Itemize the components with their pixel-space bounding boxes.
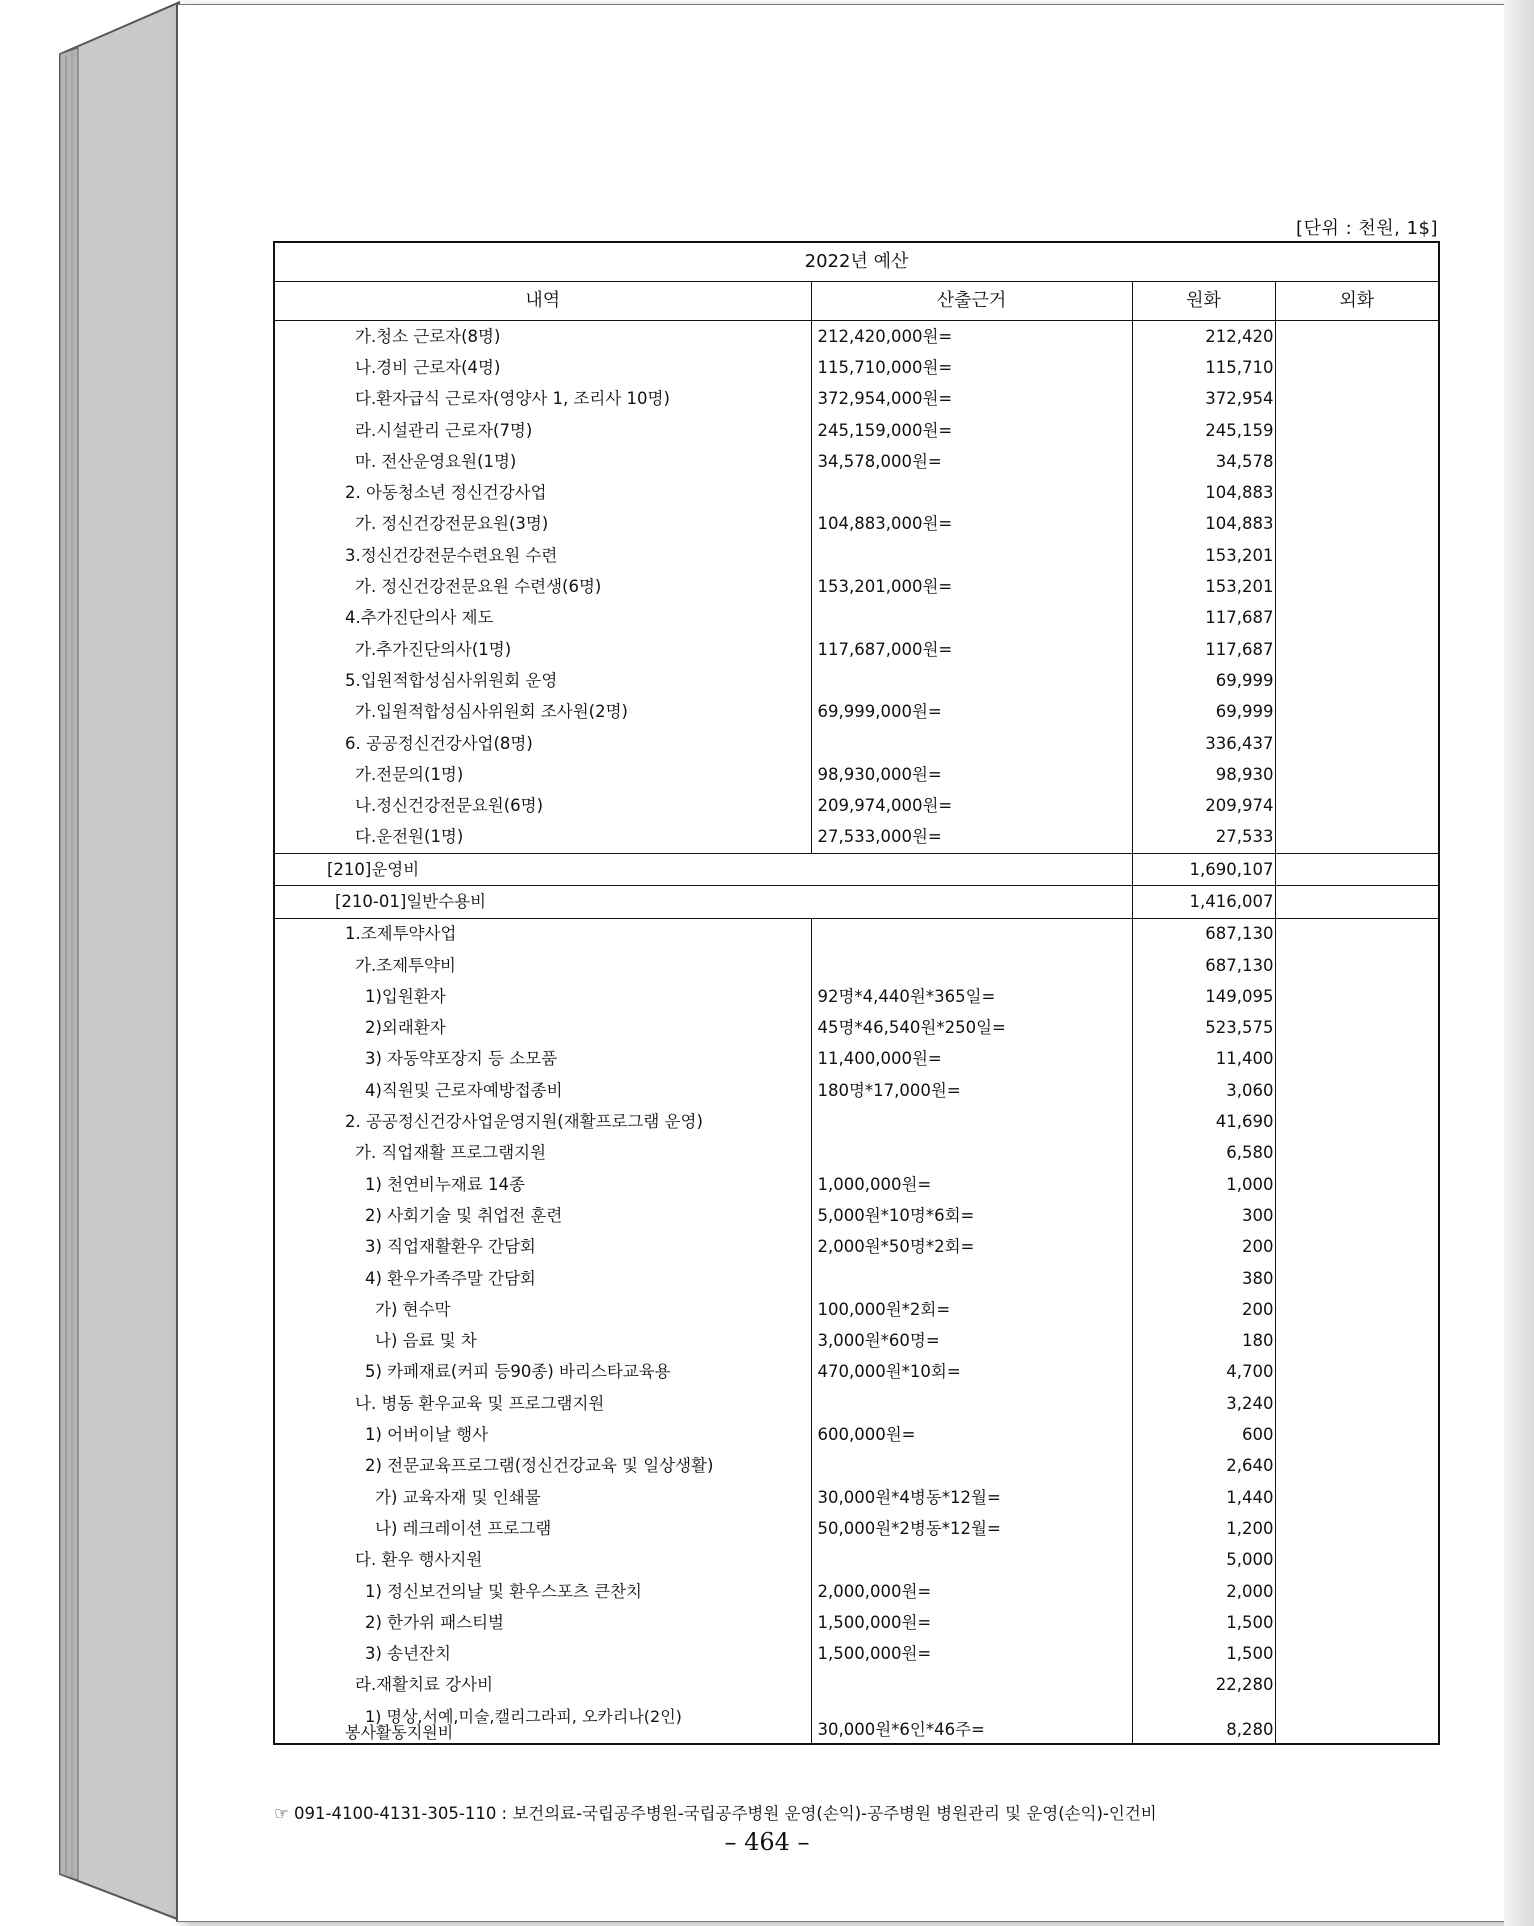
row-desc: 4) 환우가족주말 간담회: [274, 1263, 811, 1294]
row-fx: [1275, 352, 1439, 383]
page-number: – 464 –: [724, 1828, 810, 1856]
row-fx: [1275, 1670, 1439, 1701]
row-desc: 가.청소 근로자(8명): [274, 321, 811, 353]
table-row: [274, 1294, 1439, 1325]
row-basis: 245,159,000원=: [811, 415, 1132, 446]
row-desc: 가. 직업재활 프로그램지원: [274, 1138, 811, 1169]
row-fx: [1275, 477, 1439, 508]
row-basis: 180명*17,000원=: [811, 1075, 1132, 1106]
row-desc: 5.입원적합성심사위원회 운영: [274, 665, 811, 696]
table-row: [274, 1701, 1439, 1744]
row-fx: [1275, 384, 1439, 415]
row-desc: [274, 1701, 811, 1744]
row-desc: 4.추가진단의사 제도: [274, 603, 811, 634]
table-row: [274, 477, 1439, 508]
row-desc: [210]운영비: [274, 854, 1132, 886]
row-won: 115,710: [1132, 352, 1275, 383]
row-basis: 1,000,000원=: [811, 1169, 1132, 1200]
row-desc: 가. 정신건강전문요원 수련생(6명): [274, 571, 811, 602]
row-basis: [811, 1106, 1132, 1137]
row-won: 1,690,107: [1132, 854, 1275, 886]
row-fx: [1275, 1294, 1439, 1325]
row-won: 4,700: [1132, 1357, 1275, 1388]
row-desc-line2: 봉사활동지원비: [345, 1723, 454, 1743]
row-desc: 2) 전문교육프로그램(정신건강교육 및 일상생활): [274, 1451, 811, 1482]
row-won: 1,000: [1132, 1169, 1275, 1200]
row-fx: [1275, 603, 1439, 634]
row-fx: [1275, 1263, 1439, 1294]
table-row: [274, 446, 1439, 477]
row-basis: 27,533,000원=: [811, 822, 1132, 854]
row-won: 600: [1132, 1419, 1275, 1450]
row-fx: [1275, 697, 1439, 728]
row-basis: [811, 477, 1132, 508]
table-row: [274, 1607, 1439, 1638]
table-row: [274, 1576, 1439, 1607]
row-basis: 3,000원*60명=: [811, 1326, 1132, 1357]
row-won: 687,130: [1132, 950, 1275, 981]
table-row: [274, 1482, 1439, 1513]
row-won: 117,687: [1132, 603, 1275, 634]
row-fx: [1275, 1044, 1439, 1075]
row-desc: 마. 전산운영요원(1명): [274, 446, 811, 477]
row-fx: [1275, 1607, 1439, 1638]
row-desc: 4)직원및 근로자예방접종비: [274, 1075, 811, 1106]
row-won: 104,883: [1132, 477, 1275, 508]
row-won: 372,954: [1132, 384, 1275, 415]
table-row: [274, 1670, 1439, 1701]
row-desc: 나.경비 근로자(4명): [274, 352, 811, 383]
binder-spine: [0, 0, 180, 1926]
row-desc: 3) 송년잔치: [274, 1638, 811, 1669]
row-fx: [1275, 1545, 1439, 1576]
table-row: [274, 1326, 1439, 1357]
table-row: [274, 854, 1439, 886]
row-desc: 1) 천연비누재료 14종: [274, 1169, 811, 1200]
row-fx: [1275, 1326, 1439, 1357]
table-row: [274, 1419, 1439, 1450]
row-desc: 가.추가진단의사(1명): [274, 634, 811, 665]
row-basis: [811, 1138, 1132, 1169]
row-fx: [1275, 1638, 1439, 1669]
row-won: 3,060: [1132, 1075, 1275, 1106]
row-basis: [811, 728, 1132, 759]
row-won: 104,883: [1132, 509, 1275, 540]
page-edge-shadow: [1504, 0, 1534, 1926]
table-row: [274, 790, 1439, 821]
row-basis: 1,500,000원=: [811, 1607, 1132, 1638]
row-basis: 115,710,000원=: [811, 352, 1132, 383]
row-desc: 가.조제투약비: [274, 950, 811, 981]
row-fx: [1275, 1451, 1439, 1482]
row-fx: [1275, 1482, 1439, 1513]
row-fx: [1275, 415, 1439, 446]
row-desc: 다.운전원(1명): [274, 822, 811, 854]
row-desc: 1.조제투약사업: [274, 918, 811, 950]
row-fx: [1275, 918, 1439, 950]
budget-table-wrap: [273, 241, 1438, 1745]
budget-table: [273, 241, 1440, 1745]
row-basis: 372,954,000원=: [811, 384, 1132, 415]
row-fx: [1275, 634, 1439, 665]
row-basis: [811, 1670, 1132, 1701]
row-won: 380: [1132, 1263, 1275, 1294]
table-row: [274, 886, 1439, 918]
row-won: 34,578: [1132, 446, 1275, 477]
row-desc: 1) 정신보건의날 및 환우스포츠 큰찬치: [274, 1576, 811, 1607]
row-basis: 100,000원*2회=: [811, 1294, 1132, 1325]
row-basis: [811, 603, 1132, 634]
table-row: [274, 665, 1439, 696]
row-fx: [1275, 950, 1439, 981]
row-desc: 나.정신건강전문요원(6명): [274, 790, 811, 821]
row-basis: 11,400,000원=: [811, 1044, 1132, 1075]
row-won: 2,640: [1132, 1451, 1275, 1482]
table-row: [274, 1232, 1439, 1263]
header-fx: 외화: [1275, 282, 1439, 321]
row-desc: 다.환자급식 근로자(영양사 1, 조리사 10명): [274, 384, 811, 415]
row-won: 209,974: [1132, 790, 1275, 821]
row-basis: 30,000원*6인*46주=: [811, 1701, 1132, 1744]
row-desc: 가) 현수막: [274, 1294, 811, 1325]
row-won: 149,095: [1132, 981, 1275, 1012]
row-desc: 라.시설관리 근로자(7명): [274, 415, 811, 446]
row-fx: [1275, 759, 1439, 790]
row-fx: [1275, 1513, 1439, 1544]
row-won: 11,400: [1132, 1044, 1275, 1075]
table-row: [274, 384, 1439, 415]
row-won: 1,200: [1132, 1513, 1275, 1544]
table-row: [274, 1138, 1439, 1169]
row-won: 200: [1132, 1294, 1275, 1325]
table-row: [274, 1169, 1439, 1200]
row-basis: 92명*4,440원*365일=: [811, 981, 1132, 1012]
row-won: 1,416,007: [1132, 886, 1275, 918]
row-fx: [1275, 540, 1439, 571]
row-basis: [811, 950, 1132, 981]
row-basis: 104,883,000원=: [811, 509, 1132, 540]
table-title-row: [274, 242, 1439, 282]
row-fx: [1275, 1200, 1439, 1231]
table-title: 2022년 예산: [274, 242, 1439, 282]
row-desc: 2) 사회기술 및 취업전 훈련: [274, 1200, 811, 1231]
table-row: [274, 571, 1439, 602]
row-desc: 3.정신건강전문수련요원 수련: [274, 540, 811, 571]
row-basis: 600,000원=: [811, 1419, 1132, 1450]
row-won: 98,930: [1132, 759, 1275, 790]
row-fx: [1275, 446, 1439, 477]
row-won: 1,440: [1132, 1482, 1275, 1513]
row-desc: 나. 병동 환우교육 및 프로그램지원: [274, 1388, 811, 1419]
row-basis: [811, 1388, 1132, 1419]
row-desc: 6. 공공정신건강사업(8명): [274, 728, 811, 759]
table-row: [274, 1263, 1439, 1294]
header-basis: 산출근거: [811, 282, 1132, 321]
row-desc: 5) 카페재료(커피 등90종) 바리스타교육용: [274, 1357, 811, 1388]
table-row: [274, 1638, 1439, 1669]
row-basis: 34,578,000원=: [811, 446, 1132, 477]
row-fx: [1275, 1013, 1439, 1044]
row-basis: [811, 1451, 1132, 1482]
table-row: [274, 1451, 1439, 1482]
row-fx: [1275, 790, 1439, 821]
row-desc: 가. 정신건강전문요원(3명): [274, 509, 811, 540]
row-fx: [1275, 1576, 1439, 1607]
row-won: 523,575: [1132, 1013, 1275, 1044]
row-won: 2,000: [1132, 1576, 1275, 1607]
row-basis: 1,500,000원=: [811, 1638, 1132, 1669]
row-fx: [1275, 886, 1439, 918]
row-desc: 2) 한가위 패스티벌: [274, 1607, 811, 1638]
row-desc: 나) 음료 및 차: [274, 1326, 811, 1357]
row-basis: [811, 665, 1132, 696]
row-won: 117,687: [1132, 634, 1275, 665]
table-row: [274, 1545, 1439, 1576]
table-row: [274, 1013, 1439, 1044]
row-fx: [1275, 1075, 1439, 1106]
row-won: 3,240: [1132, 1388, 1275, 1419]
row-desc: 3) 자동약포장지 등 소모품: [274, 1044, 811, 1075]
row-basis: 50,000원*2병동*12월=: [811, 1513, 1132, 1544]
row-fx: [1275, 822, 1439, 854]
row-won: 153,201: [1132, 571, 1275, 602]
row-desc: 2. 공공정신건강사업운영지원(재활프로그램 운영): [274, 1106, 811, 1137]
row-fx: [1275, 1138, 1439, 1169]
row-won: 22,280: [1132, 1670, 1275, 1701]
row-desc: 2)외래환자: [274, 1013, 811, 1044]
table-row: [274, 759, 1439, 790]
row-fx: [1275, 1701, 1439, 1744]
row-basis: 98,930,000원=: [811, 759, 1132, 790]
table-body: [274, 321, 1439, 1745]
row-desc: 1) 어버이날 행사: [274, 1419, 811, 1450]
row-desc: 1)입원환자: [274, 981, 811, 1012]
table-row: [274, 603, 1439, 634]
row-won: 245,159: [1132, 415, 1275, 446]
row-basis: 153,201,000원=: [811, 571, 1132, 602]
row-basis: 209,974,000원=: [811, 790, 1132, 821]
table-header-row: [274, 282, 1439, 321]
row-basis: 2,000,000원=: [811, 1576, 1132, 1607]
table-row: [274, 728, 1439, 759]
row-won: 212,420: [1132, 321, 1275, 353]
table-row: [274, 1200, 1439, 1231]
row-basis: [811, 540, 1132, 571]
row-basis: 45명*46,540원*250일=: [811, 1013, 1132, 1044]
row-won: 1,500: [1132, 1638, 1275, 1669]
row-fx: [1275, 728, 1439, 759]
table-row: [274, 634, 1439, 665]
table-row: [274, 950, 1439, 981]
row-won: 69,999: [1132, 665, 1275, 696]
table-row: [274, 822, 1439, 854]
row-basis: 212,420,000원=: [811, 321, 1132, 353]
row-fx: [1275, 1106, 1439, 1137]
table-row: [274, 1513, 1439, 1544]
row-fx: [1275, 854, 1439, 886]
table-row: [274, 1075, 1439, 1106]
row-desc: 2. 아동청소년 정신건강사업: [274, 477, 811, 508]
row-desc: 3) 직업재활환우 간담회: [274, 1232, 811, 1263]
row-fx: [1275, 1419, 1439, 1450]
row-desc-line1: 1) 명상,서예,미술,캘리그라피, 오카리나(2인): [365, 1707, 682, 1727]
row-basis: [811, 1545, 1132, 1576]
row-basis: 30,000원*4병동*12월=: [811, 1482, 1132, 1513]
row-basis: 470,000원*10회=: [811, 1357, 1132, 1388]
row-won: 6,580: [1132, 1138, 1275, 1169]
row-won: 153,201: [1132, 540, 1275, 571]
table-row: [274, 509, 1439, 540]
table-row: [274, 321, 1439, 353]
row-desc: 다. 환우 행사지원: [274, 1545, 811, 1576]
table-row: [274, 918, 1439, 950]
table-row: [274, 415, 1439, 446]
table-row: [274, 697, 1439, 728]
table-row: [274, 1044, 1439, 1075]
row-won: 200: [1132, 1232, 1275, 1263]
row-basis: 117,687,000원=: [811, 634, 1132, 665]
row-fx: [1275, 321, 1439, 353]
row-desc: 라.재활치료 강사비: [274, 1670, 811, 1701]
row-desc: [210-01]일반수용비: [274, 886, 1132, 918]
unit-label: [단위 : 천원, 1$]: [1296, 218, 1438, 239]
row-won: 336,437: [1132, 728, 1275, 759]
table-row: [274, 1388, 1439, 1419]
row-fx: [1275, 1232, 1439, 1263]
row-won: 687,130: [1132, 918, 1275, 950]
row-won: 5,000: [1132, 1545, 1275, 1576]
table-row: [274, 540, 1439, 571]
row-won: 300: [1132, 1200, 1275, 1231]
row-fx: [1275, 1388, 1439, 1419]
row-basis: [811, 918, 1132, 950]
row-basis: [811, 1263, 1132, 1294]
row-fx: [1275, 571, 1439, 602]
row-won: 180: [1132, 1326, 1275, 1357]
table-row: [274, 352, 1439, 383]
row-desc: 가) 교육자재 및 인쇄물: [274, 1482, 811, 1513]
table-row: [274, 1357, 1439, 1388]
row-fx: [1275, 1357, 1439, 1388]
header-desc: 내역: [274, 282, 811, 321]
row-won: 1,500: [1132, 1607, 1275, 1638]
footnote: ☞ 091-4100-4131-305-110 : 보건의료-국립공주병원-국립공주병원 운영(손익)-공주병원 병원관리 및 운영(손익)-인건비: [274, 1804, 1157, 1823]
row-desc: 가.입원적합성심사위원회 조사원(2명): [274, 697, 811, 728]
table-row: [274, 981, 1439, 1012]
row-fx: [1275, 981, 1439, 1012]
row-basis: 69,999,000원=: [811, 697, 1132, 728]
row-won: 41,690: [1132, 1106, 1275, 1137]
row-desc: 가.전문의(1명): [274, 759, 811, 790]
row-won: 27,533: [1132, 822, 1275, 854]
row-desc: 나) 레크레이션 프로그램: [274, 1513, 811, 1544]
row-basis: 2,000원*50명*2회=: [811, 1232, 1132, 1263]
header-won: 원화: [1132, 282, 1275, 321]
row-won: 8,280: [1132, 1701, 1275, 1744]
row-basis: 5,000원*10명*6회=: [811, 1200, 1132, 1231]
row-won: 69,999: [1132, 697, 1275, 728]
row-fx: [1275, 665, 1439, 696]
table-row: [274, 1106, 1439, 1137]
row-fx: [1275, 509, 1439, 540]
row-fx: [1275, 1169, 1439, 1200]
